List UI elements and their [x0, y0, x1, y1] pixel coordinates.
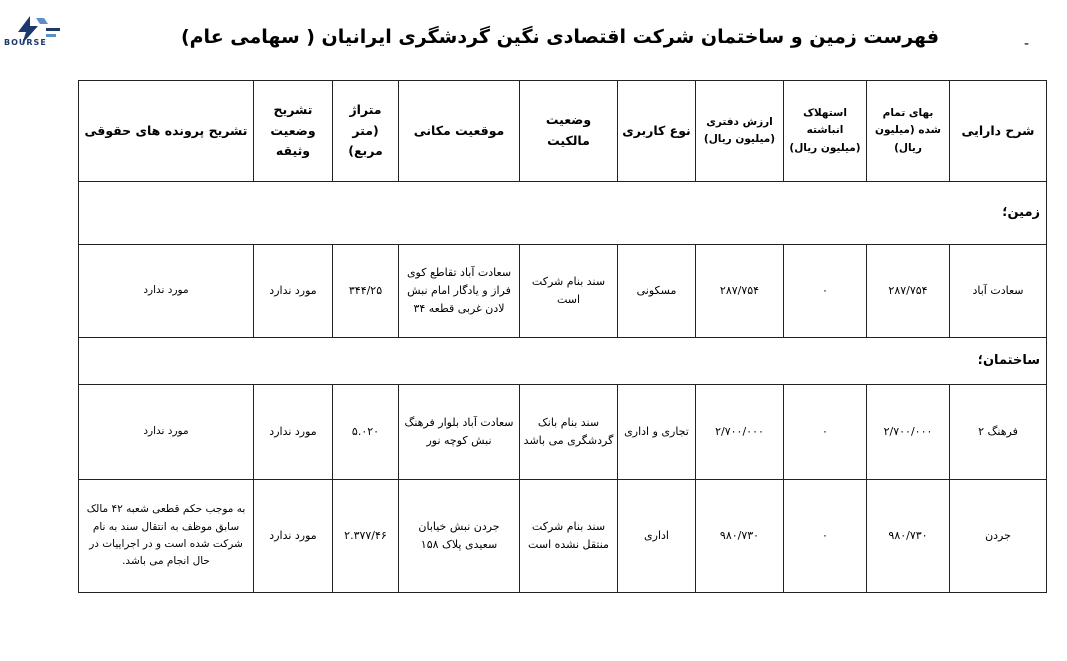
cell-collateral: مورد ندارد	[254, 385, 333, 480]
header-collateral: تشریح وضعیت وثیقه	[254, 81, 333, 182]
cell-usage: اداری	[618, 480, 696, 593]
cell-usage: مسکونی	[618, 245, 696, 338]
cell-area: ۲.۳۷۷/۴۶	[333, 480, 399, 593]
header-asset: شرح دارایی	[950, 81, 1047, 182]
header-depreciation: استهلاک انباشته (میلیون ریال)	[784, 81, 867, 182]
section-land-label: زمین؛	[79, 182, 1047, 245]
header-usage: نوع کاربری	[618, 81, 696, 182]
cell-depreciation: ۰	[784, 385, 867, 480]
header-row	[79, 81, 1047, 182]
header-legal: تشریح پرونده های حقوقی	[79, 81, 254, 182]
cell-cost: ۲۸۷/۷۵۴	[867, 245, 950, 338]
cell-area: ۳۴۴/۲۵	[333, 245, 399, 338]
cell-ownership: سند بنام شرکت منتقل نشده است	[520, 480, 618, 593]
cell-ownership: سند بنام شرکت است	[520, 245, 618, 338]
cell-location: سعادت آباد تقاطع کوی فراز و یادگار امام نبش لادن غربی قطعه ۳۴	[399, 245, 520, 338]
cell-book-value: ۲/۷۰۰/۰۰۰	[696, 385, 784, 480]
cell-asset: فرهنگ ۲	[950, 385, 1047, 480]
header-area: متراژ (متر مربع)	[333, 81, 399, 182]
header-cost: بهای تمام شده (میلیون ریال)	[867, 81, 950, 182]
cell-depreciation: ۰	[784, 245, 867, 338]
header-location: موقعیت مکانی	[399, 81, 520, 182]
cell-collateral: مورد ندارد	[254, 480, 333, 593]
table-row	[79, 480, 1047, 593]
cell-depreciation: ۰	[784, 480, 867, 593]
cell-asset: سعادت آباد	[950, 245, 1047, 338]
header-book-value: ارزش دفتری (میلیون ریال)	[696, 81, 784, 182]
table-row	[79, 245, 1047, 338]
section-land-row	[79, 182, 1047, 245]
cell-collateral: مورد ندارد	[254, 245, 333, 338]
cell-book-value: ۹۸۰/۷۳۰	[696, 480, 784, 593]
cell-asset: جردن	[950, 480, 1047, 593]
header-ownership: وضعیت مالکیت	[520, 81, 618, 182]
asset-table	[78, 80, 1047, 593]
corner-mark: -	[1024, 36, 1030, 52]
cell-cost: ۲/۷۰۰/۰۰۰	[867, 385, 950, 480]
cell-location: سعادت آباد بلوار فرهنگ نبش کوچه نور	[399, 385, 520, 480]
cell-book-value: ۲۸۷/۷۵۴	[696, 245, 784, 338]
cell-location: جردن نبش خیابان سعیدی پلاک ۱۵۸	[399, 480, 520, 593]
cell-legal: به موجب حکم قطعی شعبه ۴۲ مالک سابق موظف به انتقال سند به نام شرکت شده است و در اجراییات در حال انجام می باشد.	[79, 480, 254, 593]
page-title: فهرست زمین و ساختمان شرکت اقتصادی نگین گردشگری ایرانیان ( سهامی عام)	[180, 26, 940, 48]
cell-legal: مورد ندارد	[79, 245, 254, 338]
cell-cost: ۹۸۰/۷۳۰	[867, 480, 950, 593]
logo-text: BOURSE	[4, 38, 47, 47]
section-building-row	[79, 338, 1047, 385]
section-building-label: ساختمان؛	[79, 338, 1047, 385]
cell-usage: تجاری و اداری	[618, 385, 696, 480]
cell-legal: مورد ندارد	[79, 385, 254, 480]
cell-ownership: سند بنام بانک گردشگری می باشد	[520, 385, 618, 480]
table-row	[79, 385, 1047, 480]
cell-area: ۵.۰۲۰	[333, 385, 399, 480]
